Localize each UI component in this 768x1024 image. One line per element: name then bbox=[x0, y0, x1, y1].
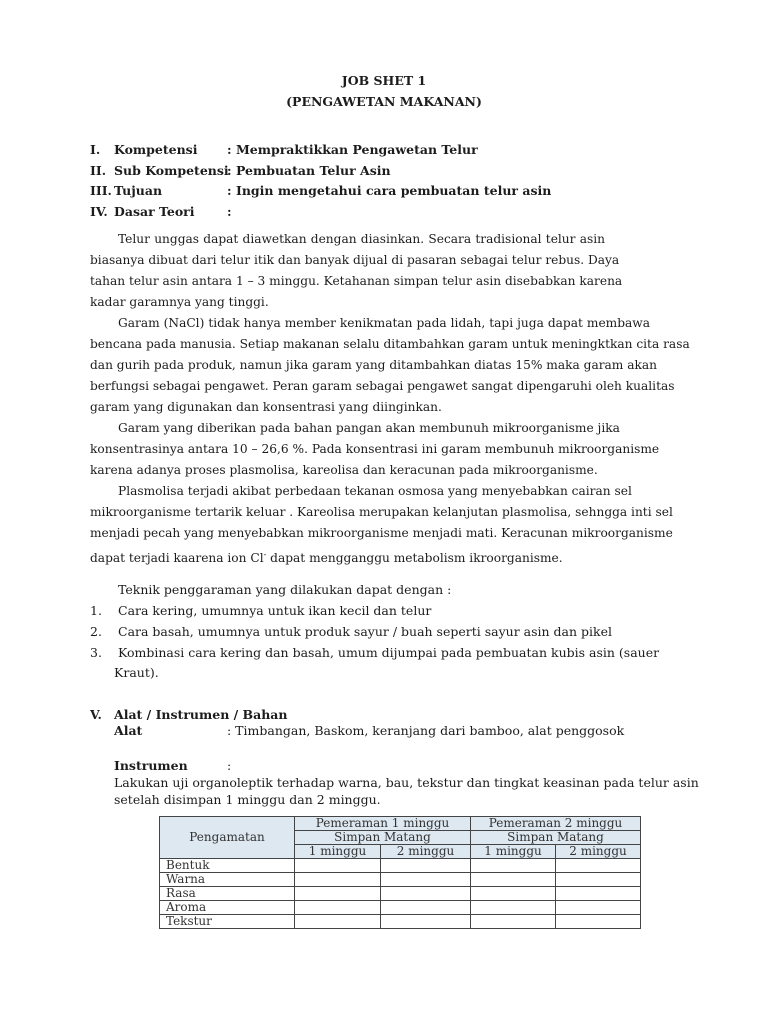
technique-text: Cara kering, umumnya untuk ikan kecil dan telur bbox=[118, 603, 432, 618]
section-label: Tujuan bbox=[114, 183, 163, 198]
section-num: III. bbox=[90, 183, 112, 198]
table-cell bbox=[295, 887, 381, 901]
table-row bbox=[160, 859, 641, 873]
table-cell bbox=[295, 859, 381, 873]
table-group-header: Pemeraman 1 minggu bbox=[295, 817, 471, 831]
table-cell bbox=[381, 859, 471, 873]
table-cell bbox=[295, 873, 381, 887]
superscript: - bbox=[263, 550, 267, 559]
text-line: bencana pada manusia. Setiap makanan selalu ditambahkan garam untuk meningktkan cita rasa bbox=[90, 337, 690, 351]
text-line: biasanya dibuat dari telur itik dan banyak dijual di pasaran sebagai telur rebus. Daya bbox=[90, 253, 620, 267]
section-value: : Pembuatan Telur Asin bbox=[227, 163, 391, 178]
table-cell bbox=[556, 915, 641, 929]
alat-label: Alat bbox=[114, 723, 143, 738]
table-cell bbox=[471, 915, 556, 929]
technique-text-cont: Kraut). bbox=[114, 665, 159, 680]
technique-num: 3. bbox=[90, 645, 102, 660]
instrumen-label: Instrumen bbox=[114, 758, 188, 773]
table-cell bbox=[381, 915, 471, 929]
section-label: Dasar Teori bbox=[114, 204, 195, 219]
text-line: dan gurih pada produk, namun jika garam yang ditambahkan diatas 15% maka garam akan bbox=[90, 358, 657, 372]
text-line: menjadi pecah yang menyebabkan mikroorganisme menjadi mati. Keracunan mikroorganisme bbox=[90, 526, 673, 540]
section-num: IV. bbox=[90, 204, 108, 219]
section-num: I. bbox=[90, 142, 101, 157]
table-cell bbox=[381, 873, 471, 887]
table-row-label: Bentuk bbox=[160, 859, 295, 873]
text-fragment: dapat mengganggu metabolism ikroorganisme. bbox=[266, 551, 563, 566]
theory-paragraph bbox=[90, 229, 650, 313]
page-subtitle: (PENGAWETAN MAKANAN) bbox=[286, 94, 482, 109]
text-line: Garam (NaCl) tidak hanya member kenikmatan pada lidah, tapi juga dapat membawa bbox=[118, 316, 650, 330]
table-row bbox=[160, 873, 641, 887]
table-row bbox=[160, 915, 641, 929]
theory-paragraph bbox=[90, 313, 690, 418]
section-num: II. bbox=[90, 163, 107, 178]
text-line: kadar garamnya yang tinggi. bbox=[90, 295, 269, 309]
table-row-label: Tekstur bbox=[160, 915, 295, 929]
instrumen-colon: : bbox=[227, 758, 232, 773]
table-cell bbox=[295, 901, 381, 915]
table-col-header: 1 minggu bbox=[471, 845, 556, 859]
section-label: Sub Kompetensi bbox=[114, 163, 229, 178]
table-cell bbox=[471, 873, 556, 887]
table-row-label: Warna bbox=[160, 873, 295, 887]
table-cell bbox=[556, 859, 641, 873]
table-col-header: 1 minggu bbox=[295, 845, 381, 859]
text-line: mikroorganisme tertarik keluar . Kareolisa merupakan kelanjutan plasmolisa, sehngga inti sel bbox=[90, 505, 673, 519]
text-line: karena adanya proses plasmolisa, kareolisa dan keracunan pada mikroorganisme. bbox=[90, 463, 598, 477]
table-sub-header: Simpan Matang bbox=[295, 831, 471, 845]
table-cell bbox=[381, 887, 471, 901]
table-group-header: Pemeraman 2 minggu bbox=[471, 817, 641, 831]
text-line: Plasmolisa terjadi akibat perbedaan tekanan osmosa yang menyebabkan cairan sel bbox=[118, 484, 632, 498]
table-col-header: 2 minggu bbox=[381, 845, 471, 859]
page-title: JOB SHET 1 bbox=[341, 73, 427, 88]
text-line: konsentrasinya antara 10 – 26,6 %. Pada konsentrasi ini garam membunuh mikroorganisme bbox=[90, 442, 660, 456]
table-corner-header: Pengamatan bbox=[160, 817, 295, 859]
text-line: garam yang digunakan dan konsentrasi yang diinginkan. bbox=[90, 400, 442, 414]
table-cell bbox=[471, 887, 556, 901]
instrumen-description: setelah disimpan 1 minggu dan 2 minggu. bbox=[114, 792, 381, 807]
theory-paragraph bbox=[90, 418, 660, 481]
technique-num: 2. bbox=[90, 624, 102, 639]
table-cell bbox=[381, 901, 471, 915]
technique-text: Kombinasi cara kering dan basah, umum dijumpai pada pembuatan kubis asin (sauer bbox=[118, 645, 660, 660]
table-row-label: Rasa bbox=[160, 887, 295, 901]
table-header-row bbox=[160, 817, 641, 831]
section-value: : bbox=[227, 204, 232, 219]
table-sub-header: Simpan Matang bbox=[471, 831, 641, 845]
table-cell bbox=[471, 859, 556, 873]
text-line: berfungsi sebagai pengawet. Peran garam sebagai pengawet sangat dipengaruhi oleh kualitas bbox=[90, 379, 675, 393]
text-line: Garam yang diberikan pada bahan pangan akan membunuh mikroorganisme jika bbox=[118, 421, 620, 435]
observation-table bbox=[159, 816, 641, 929]
technique-text: Cara basah, umumnya untuk produk sayur / buah seperti sayur asin dan pikel bbox=[118, 624, 612, 639]
section-label: Alat / Instrumen / Bahan bbox=[114, 707, 288, 722]
section-value: : Ingin mengetahui cara pembuatan telur asin bbox=[227, 183, 552, 198]
table-row bbox=[160, 901, 641, 915]
table-row bbox=[160, 887, 641, 901]
table-cell bbox=[556, 901, 641, 915]
instrumen-description: Lakukan uji organoleptik terhadap warna, bau, tekstur dan tingkat keasinan pada telur asin bbox=[114, 775, 699, 790]
table-col-header: 2 minggu bbox=[556, 845, 641, 859]
theory-paragraph bbox=[90, 481, 673, 569]
section-label: Kompetensi bbox=[114, 142, 198, 157]
table-row-label: Aroma bbox=[160, 901, 295, 915]
text-line: tahan telur asin antara 1 – 3 minggu. Ketahanan simpan telur asin disebabkan karena bbox=[90, 274, 623, 288]
section-num: V. bbox=[90, 707, 102, 722]
table-cell bbox=[556, 873, 641, 887]
table-cell bbox=[556, 887, 641, 901]
technique-num: 1. bbox=[90, 603, 102, 618]
alat-value: : Timbangan, Baskom, keranjang dari bamboo, alat penggosok bbox=[227, 723, 625, 738]
technique-intro: Teknik penggaraman yang dilakukan dapat dengan : bbox=[118, 582, 452, 597]
table-cell bbox=[471, 901, 556, 915]
text-fragment: dapat terjadi kaarena ion Cl bbox=[90, 551, 264, 566]
table-cell bbox=[295, 915, 381, 929]
text-line bbox=[90, 544, 650, 569]
section-value: : Mempraktikkan Pengawetan Telur bbox=[227, 142, 478, 157]
text-line: Telur unggas dapat diawetkan dengan diasinkan. Secara tradisional telur asin bbox=[118, 232, 605, 246]
